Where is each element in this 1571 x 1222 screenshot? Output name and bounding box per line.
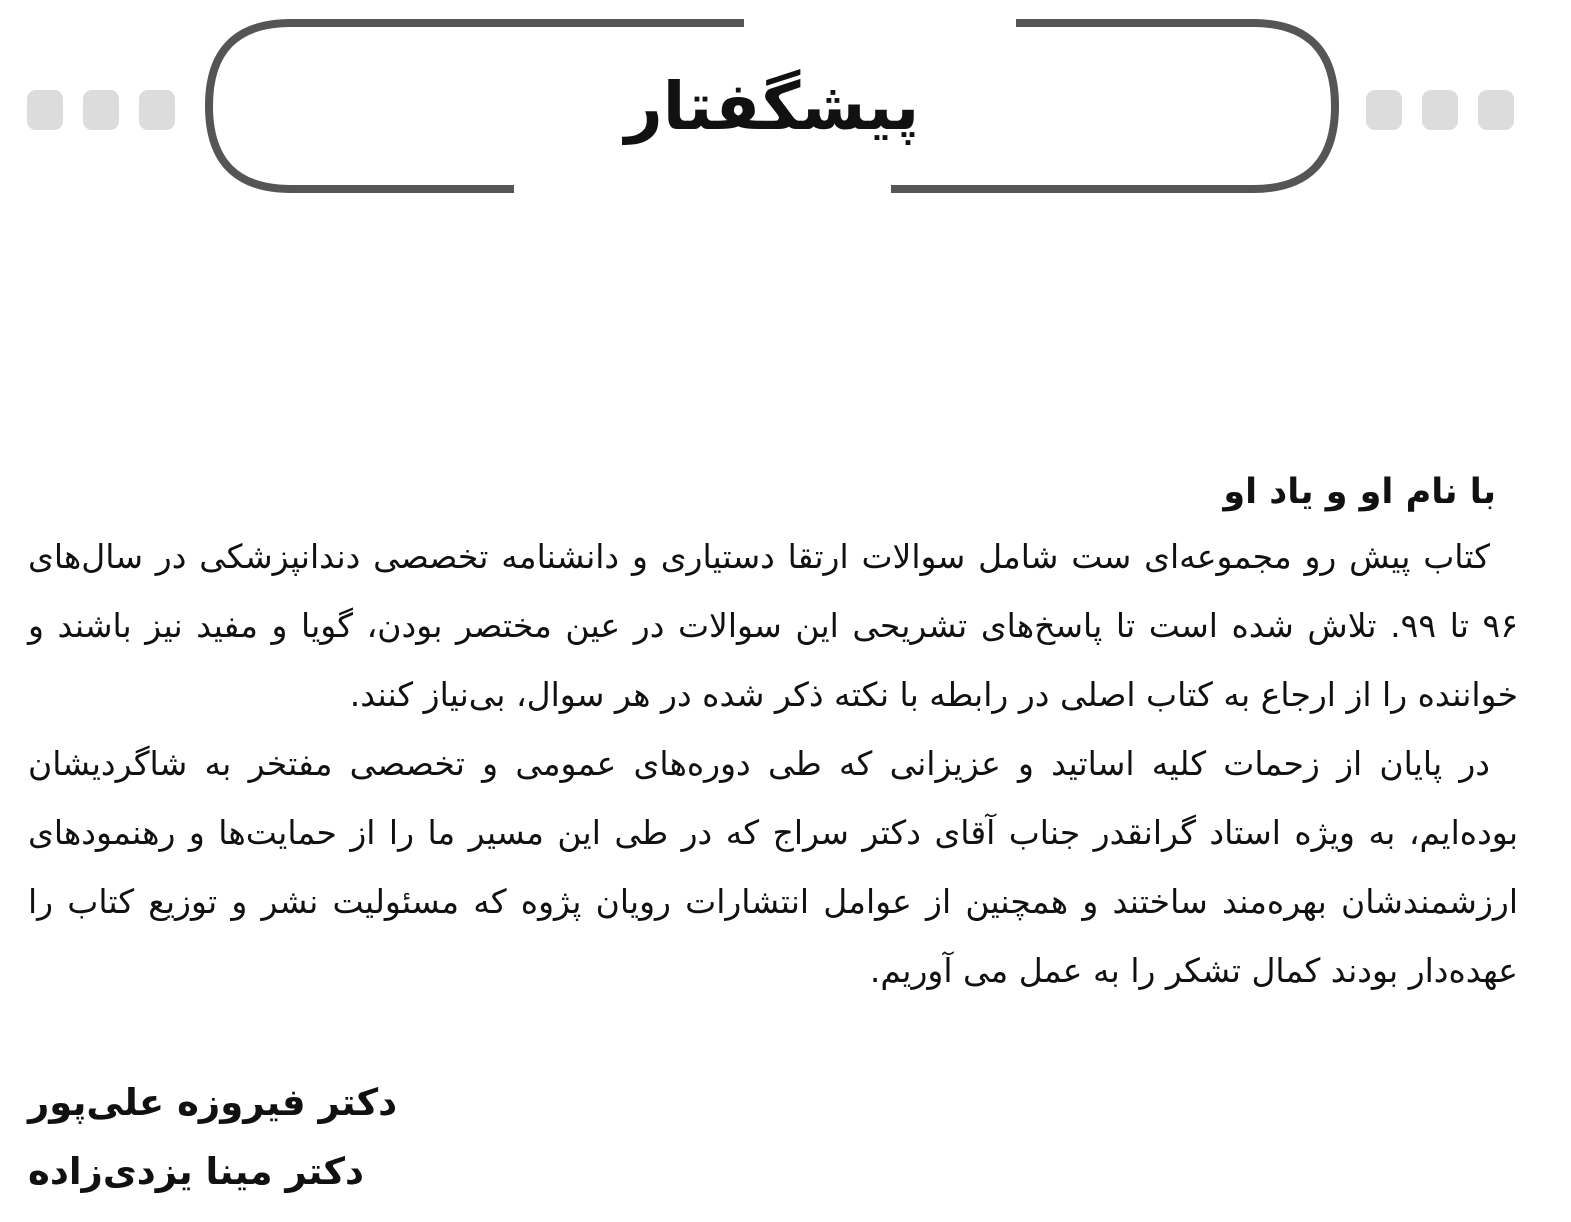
left-decorative-dots xyxy=(27,90,175,130)
right-decorative-dots xyxy=(1366,90,1514,130)
decorative-dot xyxy=(1366,90,1402,130)
preface-body xyxy=(28,462,1518,1005)
author-signatures xyxy=(28,1068,397,1206)
decorative-dot xyxy=(139,90,175,130)
author-name: دکتر مینا یزدی‌زاده xyxy=(28,1150,365,1193)
preface-paragraph: کتاب پیش رو مجموعه‌ای ست شامل سوالات ارتقا دستیاری و دانشنامه تخصصی دندانپزشکی در سال‌های ۹۶ تا ۹۹. تلاش شده است تا پاسخ‌های تشریحی این سوالات در عین مختصر بودن، گویا و مفید نیز باشند و خواننده را از ارجاع به کتاب اصلی در رابطه با نکته ذکر شده در هر سوال، بی‌نیاز کنند. xyxy=(28,537,1518,714)
decorative-dot xyxy=(27,90,63,130)
decorative-dot xyxy=(1478,90,1514,130)
decorative-dot xyxy=(83,90,119,130)
title-banner xyxy=(203,18,1341,194)
page-title: پیشگفتار xyxy=(624,68,920,145)
preface-paragraph: در پایان از زحمات کلیه اساتید و عزیزانی که طی دوره‌های عمومی و تخصصی مفتخر به شاگردیشان بوده‌ایم، به ویژه استاد گرانقدر جناب آقای دکتر سراج که در طی این مسیر ما را از حمایت‌ها و رهنمودهای ارزشمندشان بهره‌مند ساختند و همچنین از عوامل انتشارات رویان پژوه که مسئولیت نشر و توزیع کتاب را عهده‌دار بودند کمال تشکر را به عمل می آوریم. xyxy=(28,744,1518,990)
author-name: دکتر فیروزه علی‌پور xyxy=(28,1081,398,1124)
preface-heading: با نام او و یاد او xyxy=(1223,472,1496,512)
decorative-dot xyxy=(1422,90,1458,130)
